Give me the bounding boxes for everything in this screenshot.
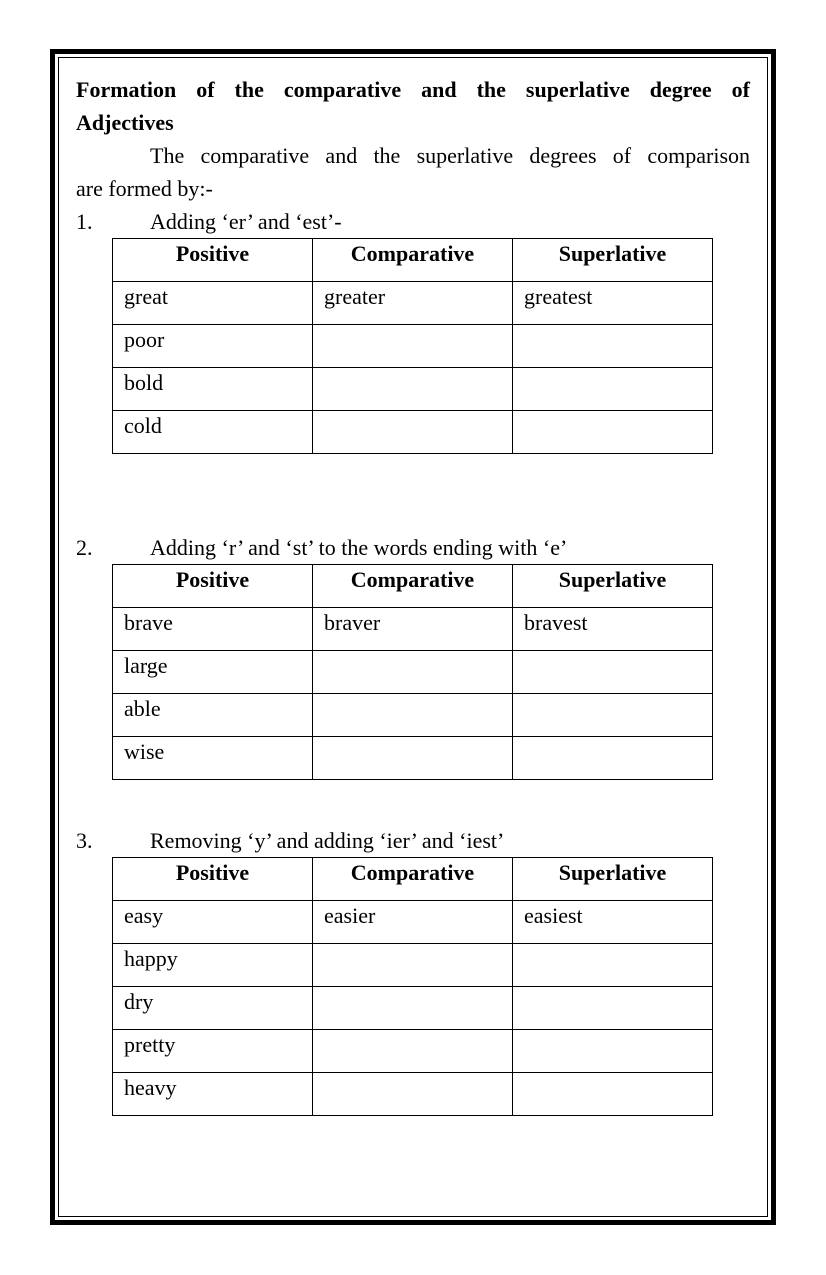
table-header-row	[113, 858, 713, 901]
cell-superlative-blank[interactable]	[513, 411, 713, 454]
cell-positive: happy	[113, 944, 313, 987]
cell-positive: dry	[113, 987, 313, 1030]
cell-positive: large	[113, 651, 313, 694]
cell-positive: great	[113, 282, 313, 325]
table-row	[113, 651, 713, 694]
rule-2-heading	[76, 531, 750, 564]
cell-positive: poor	[113, 325, 313, 368]
cell-comparative-blank[interactable]	[313, 325, 513, 368]
table-row	[113, 1073, 713, 1116]
cell-comparative-blank[interactable]	[313, 651, 513, 694]
rule-3-heading	[76, 824, 750, 857]
cell-comparative-blank[interactable]	[313, 368, 513, 411]
rule-3-text: Removing ‘y’ and adding ‘ier’ and ‘iest’	[150, 828, 505, 853]
header-comparative: Comparative	[313, 565, 513, 608]
rule-1-heading	[76, 205, 750, 238]
cell-positive: easy	[113, 901, 313, 944]
table-row	[113, 944, 713, 987]
title-line-2: Adjectives	[76, 110, 174, 135]
cell-superlative-blank[interactable]	[513, 694, 713, 737]
cell-superlative-blank[interactable]	[513, 1030, 713, 1073]
table-rule-2	[112, 564, 713, 780]
header-positive: Positive	[113, 565, 313, 608]
title-line-1: Formation of the comparative and the superlative degree of	[76, 77, 750, 102]
table-row	[113, 737, 713, 780]
header-superlative: Superlative	[513, 239, 713, 282]
rule-1-number: 1.	[76, 209, 93, 234]
cell-positive: brave	[113, 608, 313, 651]
table-header-row	[113, 565, 713, 608]
cell-superlative: greatest	[513, 282, 713, 325]
rule-1-text: Adding ‘er’ and ‘est’-	[150, 209, 342, 234]
table-row	[113, 325, 713, 368]
cell-superlative: easiest	[513, 901, 713, 944]
table-row	[113, 411, 713, 454]
header-positive: Positive	[113, 239, 313, 282]
table-row	[113, 1030, 713, 1073]
cell-superlative-blank[interactable]	[513, 325, 713, 368]
cell-comparative-blank[interactable]	[313, 411, 513, 454]
cell-superlative-blank[interactable]	[513, 737, 713, 780]
cell-superlative-blank[interactable]	[513, 944, 713, 987]
cell-comparative-blank[interactable]	[313, 987, 513, 1030]
cell-positive: able	[113, 694, 313, 737]
spacer	[76, 780, 750, 824]
cell-superlative-blank[interactable]	[513, 1073, 713, 1116]
table-row	[113, 368, 713, 411]
cell-positive: wise	[113, 737, 313, 780]
cell-superlative-blank[interactable]	[513, 987, 713, 1030]
cell-comparative-blank[interactable]	[313, 737, 513, 780]
cell-superlative-blank[interactable]	[513, 651, 713, 694]
cell-superlative-blank[interactable]	[513, 368, 713, 411]
spacer	[76, 454, 750, 531]
cell-comparative-blank[interactable]	[313, 694, 513, 737]
rule-3-number: 3.	[76, 828, 93, 853]
cell-comparative: braver	[313, 608, 513, 651]
cell-comparative-blank[interactable]	[313, 1073, 513, 1116]
table-row	[113, 608, 713, 651]
table-row	[113, 282, 713, 325]
header-superlative: Superlative	[513, 565, 713, 608]
cell-comparative: greater	[313, 282, 513, 325]
cell-comparative-blank[interactable]	[313, 1030, 513, 1073]
header-comparative: Comparative	[313, 239, 513, 282]
table-row	[113, 987, 713, 1030]
header-comparative: Comparative	[313, 858, 513, 901]
cell-positive: pretty	[113, 1030, 313, 1073]
table-header-row	[113, 239, 713, 282]
cell-positive: heavy	[113, 1073, 313, 1116]
table-rule-3	[112, 857, 713, 1116]
rule-2-text: Adding ‘r’ and ‘st’ to the words ending with ‘e’	[150, 535, 568, 560]
table-row	[113, 901, 713, 944]
intro-line-2: are formed by:-	[76, 176, 213, 201]
intro-paragraph	[76, 139, 750, 172]
table-row	[113, 694, 713, 737]
cell-positive: cold	[113, 411, 313, 454]
cell-positive: bold	[113, 368, 313, 411]
worksheet-title	[76, 73, 750, 139]
table-rule-1	[112, 238, 713, 454]
header-positive: Positive	[113, 858, 313, 901]
cell-comparative: easier	[313, 901, 513, 944]
header-superlative: Superlative	[513, 858, 713, 901]
rule-2-number: 2.	[76, 535, 93, 560]
cell-superlative: bravest	[513, 608, 713, 651]
cell-comparative-blank[interactable]	[313, 944, 513, 987]
intro-line-1: The comparative and the superlative degrees of comparison	[150, 143, 750, 168]
worksheet-content	[76, 73, 750, 1116]
